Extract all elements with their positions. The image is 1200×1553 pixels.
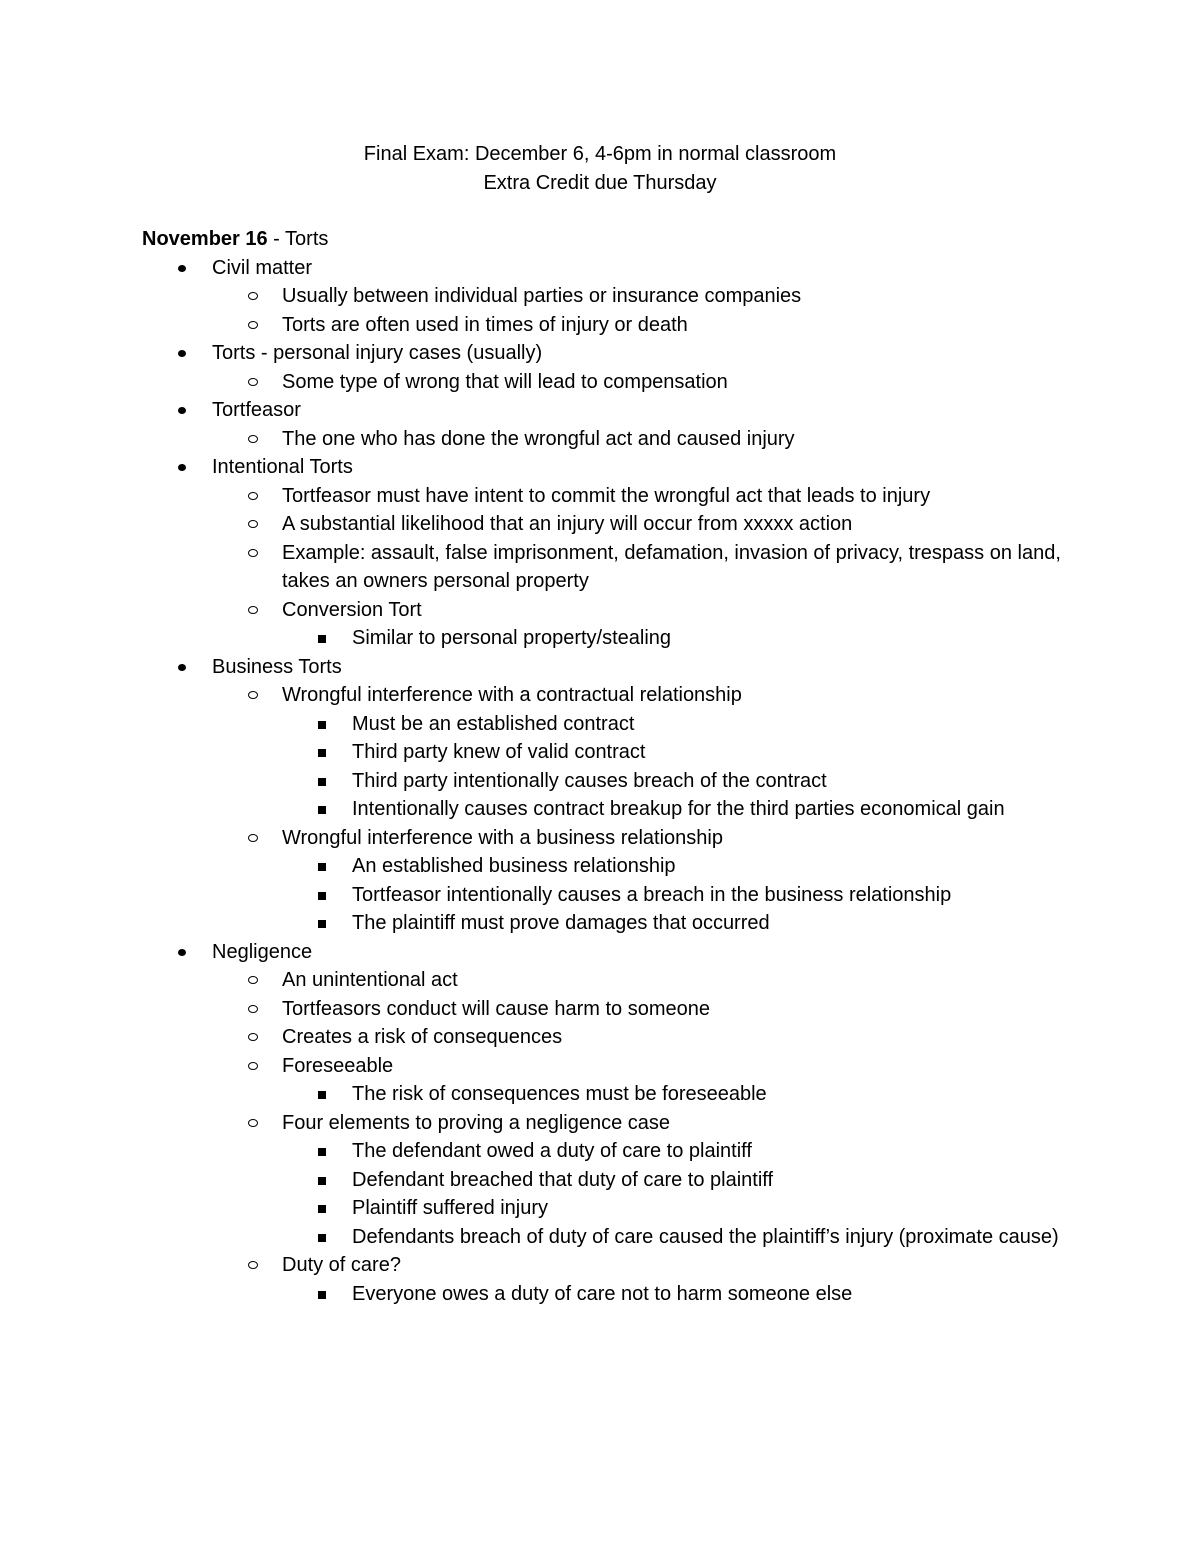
list-item-text: An unintentional act — [282, 969, 458, 991]
list-item-text: The one who has done the wrongful act and caused injury — [282, 427, 795, 450]
sub-list — [142, 710, 1072, 824]
list-item-text: Intentional Torts — [212, 456, 353, 478]
sub-list — [142, 624, 1072, 653]
list-item-text: Must be an established contract — [352, 712, 635, 735]
list-item-text: Conversion Tort — [282, 598, 422, 621]
sub-list — [142, 425, 1072, 454]
exam-info-line: Final Exam: December 6, 4-6pm in normal classroom — [363, 143, 837, 165]
list-item-text: Tortfeasor intentionally causes a breach in the business relationship — [352, 883, 952, 906]
list-item-level-3 — [142, 881, 1072, 910]
list-item-text: Defendants breach of duty of care caused the plaintiff’s injury (proximate cause) — [352, 1225, 1059, 1248]
list-item-text: Civil matter — [212, 256, 313, 279]
list-item-level-3 — [142, 795, 1072, 824]
list-item-text: Torts - personal injury cases (usually) — [212, 342, 543, 364]
notes-list — [142, 254, 1072, 1309]
list-item-level-1 — [142, 396, 1072, 453]
list-item-level-3 — [142, 1166, 1072, 1195]
list-item-text: Four elements to proving a negligence case — [282, 1111, 671, 1134]
list-item-text: Tortfeasor — [212, 399, 301, 421]
list-item-level-1 — [142, 653, 1072, 938]
list-item-level-2 — [142, 1052, 1072, 1109]
list-item-text: The risk of consequences must be foreseeable — [352, 1083, 767, 1105]
sub-list — [142, 1280, 1072, 1309]
list-item-level-2 — [142, 995, 1072, 1024]
list-item-text: Some type of wrong that will lead to compensation — [282, 370, 728, 393]
list-item-level-2 — [142, 368, 1072, 397]
list-item-text: Foreseeable — [282, 1054, 394, 1077]
list-item-level-2 — [142, 539, 1072, 596]
list-item-text: Tortfeasor must have intent to commit the wrongful act that leads to injury — [282, 484, 931, 507]
section-date: November 16 — [142, 228, 268, 250]
list-item-level-3 — [142, 1080, 1072, 1109]
list-item-text: Duty of care? — [282, 1254, 401, 1276]
sub-list — [142, 368, 1072, 397]
list-item-level-3 — [142, 1280, 1072, 1309]
list-item-level-1 — [142, 339, 1072, 396]
list-item-level-3 — [142, 767, 1072, 796]
list-item-text: Usually between individual parties or insurance companies — [282, 285, 802, 307]
list-item-level-2 — [142, 681, 1072, 824]
list-item-text: Third party knew of valid contract — [352, 741, 646, 763]
sub-list — [142, 1137, 1072, 1251]
list-item-text: Intentionally causes contract breakup for the third parties economical gain — [352, 798, 1005, 820]
list-item-level-3 — [142, 710, 1072, 739]
sub-list — [142, 966, 1072, 1308]
list-item-level-2 — [142, 596, 1072, 653]
list-item-level-2 — [142, 824, 1072, 938]
list-item-level-1 — [142, 254, 1072, 340]
list-item-level-3 — [142, 1223, 1072, 1252]
list-item-text: Negligence — [212, 940, 313, 963]
list-item-level-2 — [142, 482, 1072, 511]
sub-list — [142, 1080, 1072, 1109]
list-item-level-3 — [142, 738, 1072, 767]
list-item-text: Business Torts — [212, 655, 342, 678]
list-item-level-2 — [142, 311, 1072, 340]
list-item-text: Creates a risk of consequences — [282, 1026, 563, 1048]
list-item-text: Wrongful interference with a contractual relationship — [282, 684, 742, 706]
list-item-level-1 — [142, 453, 1072, 653]
extra-credit-line: Extra Credit due Thursday — [483, 171, 717, 194]
list-item-level-3 — [142, 909, 1072, 938]
list-item-text: An established business relationship — [352, 855, 676, 877]
sub-list — [142, 282, 1072, 339]
list-item-level-2 — [142, 425, 1072, 454]
list-item-text: The plaintiff must prove damages that occurred — [352, 912, 770, 934]
list-item-level-3 — [142, 624, 1072, 653]
list-item-text: Torts are often used in times of injury or death — [282, 313, 688, 336]
list-item-text: Example: assault, false imprisonment, defamation, invasion of privacy, trespass on land, takes an owners personal property — [282, 541, 1061, 592]
list-item-text: Similar to personal property/stealing — [352, 627, 672, 649]
sub-list — [142, 482, 1072, 653]
notes-body — [142, 225, 1072, 1308]
list-item-level-2 — [142, 282, 1072, 311]
document-header — [0, 140, 1200, 197]
list-item-text: The defendant owed a duty of care to plaintiff — [352, 1140, 752, 1162]
section-topic: - Torts — [267, 228, 329, 250]
sub-list — [142, 852, 1072, 938]
list-item-level-2 — [142, 1251, 1072, 1308]
list-item-text: Tortfeasors conduct will cause harm to someone — [282, 997, 710, 1020]
list-item-level-1 — [142, 938, 1072, 1309]
list-item-text: Plaintiff suffered injury — [352, 1197, 549, 1219]
list-item-level-3 — [142, 1194, 1072, 1223]
sub-list — [142, 681, 1072, 938]
list-item-text: A substantial likelihood that an injury will occur from xxxxx action — [282, 513, 853, 535]
list-item-level-3 — [142, 1137, 1072, 1166]
section-heading — [142, 225, 1072, 254]
list-item-level-2 — [142, 1109, 1072, 1252]
list-item-text: Third party intentionally causes breach of the contract — [352, 769, 827, 792]
list-item-level-2 — [142, 1023, 1072, 1052]
list-item-text: Defendant breached that duty of care to plaintiff — [352, 1168, 774, 1191]
list-item-level-2 — [142, 510, 1072, 539]
list-item-text: Wrongful interference with a business relationship — [282, 826, 723, 849]
list-item-text: Everyone owes a duty of care not to harm someone else — [352, 1282, 853, 1305]
list-item-level-3 — [142, 852, 1072, 881]
list-item-level-2 — [142, 966, 1072, 995]
